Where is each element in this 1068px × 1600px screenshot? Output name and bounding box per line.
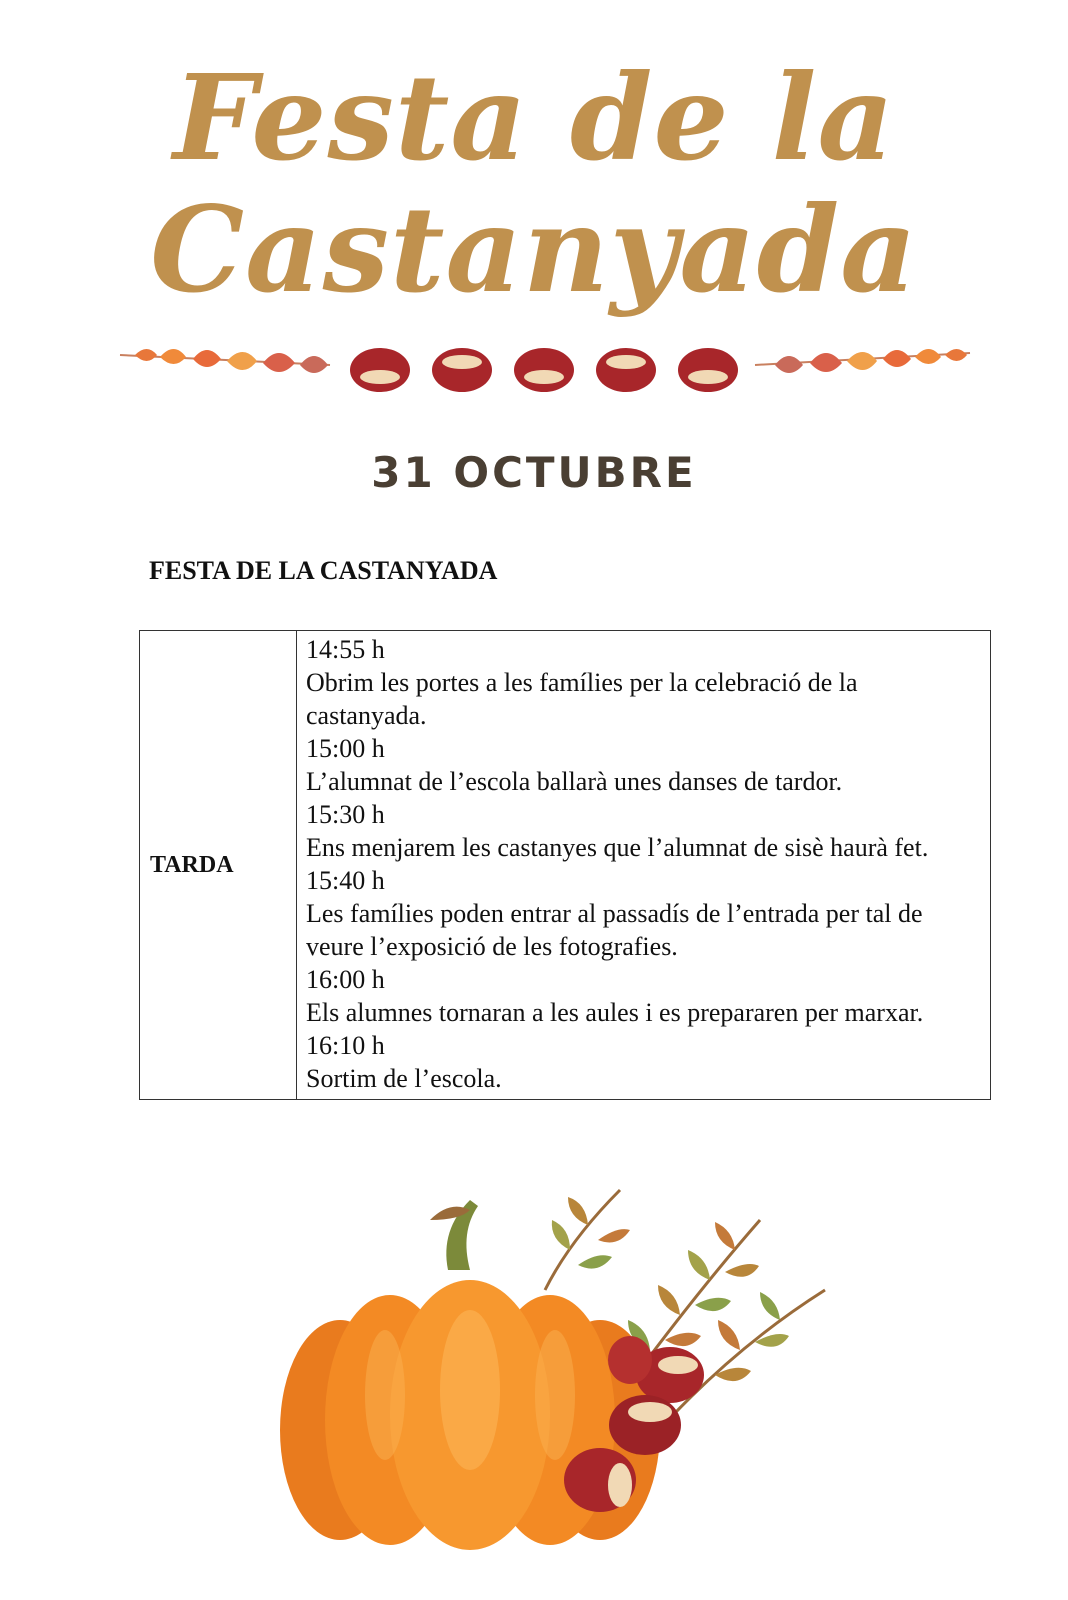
event-description: Obrim les portes a les famílies per la celebració de la castanyada. xyxy=(306,668,858,730)
event-time: 14:55 h xyxy=(306,635,385,664)
chestnut-row xyxy=(350,348,738,392)
banner-title-line-2: Castanyada xyxy=(150,180,918,319)
event-time: 15:30 h xyxy=(306,800,385,829)
header-banner xyxy=(0,0,1068,540)
event-time: 15:40 h xyxy=(306,866,385,895)
chestnut-garland-illustration xyxy=(115,335,975,405)
banner-title-line-1: Festa de la xyxy=(173,48,895,187)
event-description: Els alumnes tornaran a les aules i es prepararen per marxar. xyxy=(306,998,924,1027)
schedule-table xyxy=(139,630,991,1100)
table-row xyxy=(140,631,991,1100)
event-description: Ens menjarem les castanyes que l’alumnat de sisè haurà fet. xyxy=(306,833,929,862)
events-cell xyxy=(297,631,991,1100)
event-description: L’alumnat de l’escola ballarà unes danses de tardor. xyxy=(306,767,843,796)
pumpkin-chestnut-illustration xyxy=(270,1180,850,1600)
event-time: 15:00 h xyxy=(306,734,385,763)
event-description: Les famílies poden entrar al passadís de l’entrada per tal de veure l’exposició de les fotografies. xyxy=(306,899,923,961)
period-label: TARDA xyxy=(140,631,297,1100)
event-description: Sortim de l’escola. xyxy=(306,1064,502,1093)
event-time: 16:00 h xyxy=(306,965,385,994)
section-heading: FESTA DE LA CASTANYADA xyxy=(149,556,498,585)
event-time: 16:10 h xyxy=(306,1031,385,1060)
right-leaf-branch xyxy=(755,349,970,373)
event-date: 31 OCTUBRE xyxy=(371,448,697,497)
left-leaf-branch xyxy=(120,349,330,373)
